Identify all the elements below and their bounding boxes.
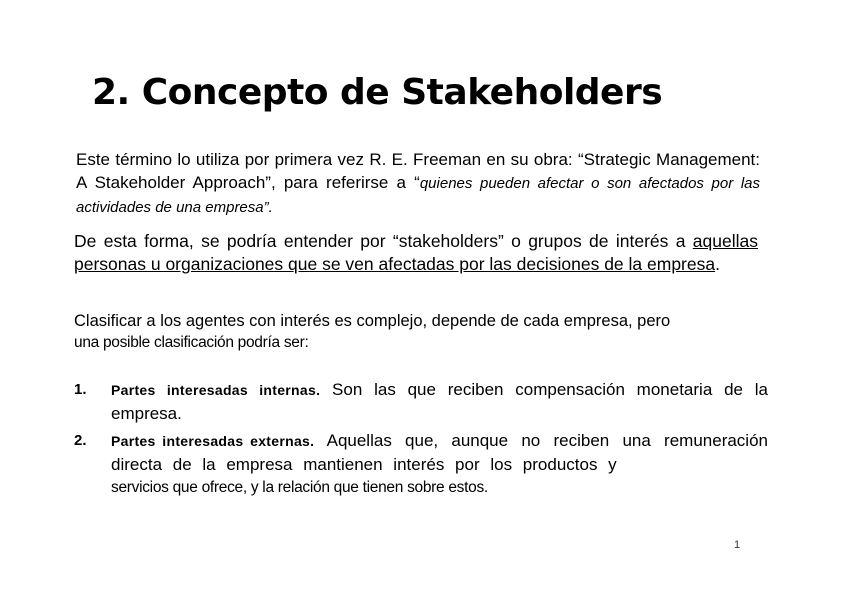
definition-underlined: aquellas personas u organizaciones que se ven afectadas por las decisiones de la empresa xyxy=(74,231,758,274)
list-item-text: Aquellas que, aunque no reciben una remuneración directa de la empresa mantienen interés por los productos y xyxy=(111,431,768,474)
intro-text: Este término lo utiliza por primera vez R. E. Freeman en su obra: “Strategic Management: A Stakeholder Approach”, para referirse a “ xyxy=(76,150,760,192)
classification-line-1: Clasificar a los agentes con interés es complejo, depende de cada empresa, pero xyxy=(74,312,671,330)
intro-paragraph xyxy=(76,148,760,219)
stakeholder-list xyxy=(74,378,768,499)
list-item-number: 2. xyxy=(74,432,87,449)
list-item-lead: Partes interesadas externas. xyxy=(111,433,315,449)
classification-paragraph xyxy=(74,310,768,354)
list-item-number: 1. xyxy=(74,381,87,398)
list-item-text: Son las que reciben compensación monetaria de la empresa. xyxy=(111,380,768,423)
definition-end: . xyxy=(715,254,720,274)
page-number: 1 xyxy=(734,539,741,551)
list-item-tail: servicios que ofrece, y la relación que tienen sobre estos. xyxy=(111,479,488,496)
definition-paragraph xyxy=(74,230,758,276)
intro-quote: quienes pueden afectar o son afectados por las actividades de una empresa”. xyxy=(76,175,760,216)
list-item-lead: Partes interesadas internas. xyxy=(111,382,321,398)
classification-line-2: una posible clasificación podría ser: xyxy=(74,334,309,351)
list-item xyxy=(74,378,768,425)
definition-text: De esta forma, se podría entender por “stakeholders” o grupos de interés a xyxy=(74,231,693,251)
list-item xyxy=(74,429,768,499)
slide-title: 2. Concepto de Stakeholders xyxy=(92,72,663,113)
